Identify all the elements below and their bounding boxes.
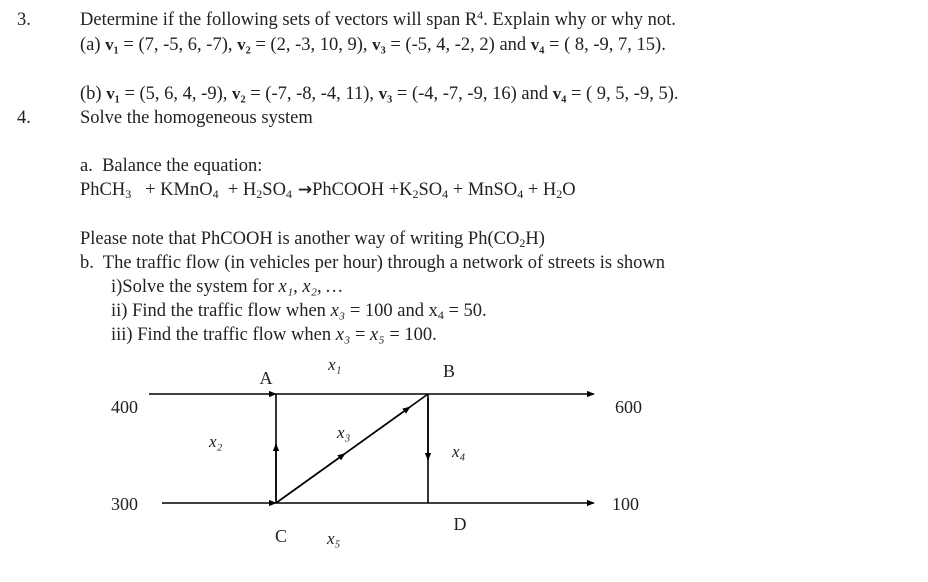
x4-label: x₄ [452, 442, 466, 461]
q3b-v2-name: v₂ [231, 84, 246, 103]
sub-ii-text: ii) Find the traffic flow when [111, 301, 331, 321]
x2-label: x₂ [209, 432, 223, 451]
eq-product-1: PhCOOH +K [312, 180, 413, 200]
question-number-4: 4. [17, 108, 31, 128]
flow-out-top-value: 600 [615, 397, 642, 417]
sub-iii-eq: = [350, 325, 371, 345]
q3a-v2-name: v₂ [237, 35, 251, 54]
x5-label: x₅ [327, 529, 341, 548]
q3a-v1-value: = (7, -5, 6, -7), [118, 35, 238, 55]
q3b-v4-value: = ( 9, 5, -9, 5). [566, 84, 679, 104]
eq-arrow: → [291, 180, 313, 200]
sub-ii-text-2: = 100 and x [345, 301, 438, 321]
q4-title: Solve the homogeneous system [80, 108, 313, 128]
eq-sub: 2 [556, 187, 563, 201]
eq-sub: 4 [442, 187, 449, 201]
q3b-v1-name: v₁ [106, 84, 120, 103]
eq-sub: 4 [285, 187, 292, 201]
q3-exponent: 4 [477, 8, 484, 22]
eq-product-4: + H [523, 180, 557, 200]
x1-label: x₁ [328, 355, 342, 374]
sub-ii-sub: 4 [437, 308, 444, 322]
q4b-label: b. [80, 253, 94, 273]
q3a-v4-value: = ( 8, -9, 7, 15). [544, 35, 666, 55]
q3-text-b: . Explain why or why not. [483, 10, 676, 30]
eq-reactant-3: + H [218, 180, 257, 200]
sub-iii-var-1: x₃ [335, 325, 351, 345]
node-b-label: B [442, 361, 456, 381]
q3b-label: (b) [80, 84, 102, 104]
q3a-v4-name: v₄ [530, 35, 545, 54]
note-text: Please note that PhCOOH is another way of writing Ph(CO [80, 229, 520, 249]
sub-iii-var-2: x₅ [370, 325, 385, 345]
q3b-v3-name: v₃ [378, 84, 393, 103]
eq-sub: 2 [256, 187, 263, 201]
edge-c-b-arrow-2 [276, 407, 410, 503]
eq-sub: 3 [125, 187, 132, 201]
eq-sub: 4 [517, 187, 524, 201]
sub-ii-var: x₃ [330, 301, 346, 321]
eq-sub: 4 [212, 187, 219, 201]
sub-i-text: i)Solve the system for [111, 277, 279, 297]
x3-label: x₃ [337, 423, 351, 442]
flow-in-bottom-value: 300 [111, 494, 138, 514]
node-d-label: D [453, 514, 467, 534]
q4a-label: a. [80, 156, 93, 176]
eq-text: SO [418, 180, 443, 200]
q4b-text: The traffic flow (in vehicles per hour) through a network of streets is shown [102, 253, 666, 273]
note-sub: 2 [519, 236, 526, 250]
eq-product-3: + MnSO [448, 180, 518, 200]
node-a-label: A [259, 368, 273, 388]
q4a-text: Balance the equation: [102, 156, 263, 176]
q3-text-a: Determine if the following sets of vectors will span R [80, 10, 478, 30]
q3a-v1-name: v₁ [105, 35, 119, 54]
q3a-v3-value: = (-5, 4, -2, 2) and [385, 35, 531, 55]
eq-sub: 2 [412, 187, 419, 201]
q3b-v3-value: = (-4, -7, -9, 16) and [392, 84, 553, 104]
note-text-end: H) [525, 229, 545, 249]
eq-text: SO [262, 180, 286, 200]
q3a-label: (a) [80, 35, 101, 55]
flow-in-top-value: 400 [111, 397, 138, 417]
flow-out-bottom-value: 100 [612, 494, 639, 514]
q3a-v3-name: v₃ [372, 35, 386, 54]
node-c-label: C [274, 526, 288, 546]
question-number-3: 3. [17, 10, 31, 30]
q3b-v1-value: = (5, 6, 4, -9), [119, 84, 232, 104]
sub-iii-text: iii) Find the traffic flow when [111, 325, 336, 345]
eq-reactant-1: PhCH [80, 180, 126, 200]
sub-ii-text-3: = 50. [443, 301, 487, 321]
eq-text: O [562, 180, 576, 200]
q3a-v2-value: = (2, -3, 10, 9), [250, 35, 373, 55]
eq-reactant-2: + KMnO [131, 180, 213, 200]
q3b-v4-name: v₄ [552, 84, 567, 103]
sub-iii-text-2: = 100. [384, 325, 437, 345]
sub-i-vars: x₁, x₂, … [278, 277, 343, 297]
q3b-v2-value: = (-7, -8, -4, 11), [245, 84, 379, 104]
